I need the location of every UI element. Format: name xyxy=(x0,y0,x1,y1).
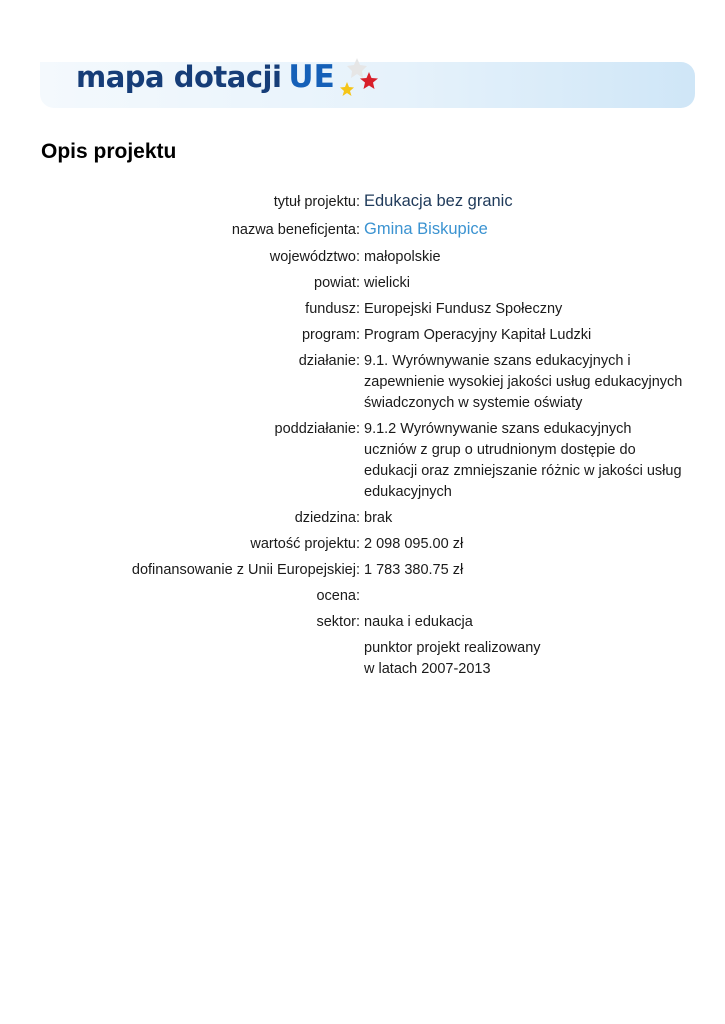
detail-row-eu-funding xyxy=(0,560,725,581)
beneficiary-link[interactable]: Gmina Biskupice xyxy=(364,220,488,238)
program-label: program: xyxy=(301,327,360,343)
field-label: dziedzina: xyxy=(294,510,360,526)
title-value: Edukacja bez granic xyxy=(364,192,513,210)
action-value: 9.1. Wyrównywanie szans edukacyjnych i zapewnienie wysokiej jakości usług edukacyjnych świadczonych w systemie oświaty xyxy=(364,353,683,411)
detail-row-program xyxy=(0,325,725,346)
fund-label: fundusz: xyxy=(305,301,360,317)
detail-row-subaction xyxy=(0,419,725,503)
rating-label: ocena: xyxy=(316,588,360,604)
beneficiary-label: nazwa beneficjenta: xyxy=(231,222,360,238)
detail-row-county xyxy=(0,273,725,294)
eu-funding-amount: 1 783 380.75 zł xyxy=(364,562,464,578)
detail-row-rating xyxy=(0,586,725,607)
detail-row-action xyxy=(0,351,725,414)
page-title: Opis projektu xyxy=(41,140,177,163)
white-star-icon xyxy=(347,58,367,78)
logo-ue: UE xyxy=(288,59,335,95)
voivodeship-value: małopolskie xyxy=(364,249,441,265)
site-logo[interactable] xyxy=(76,52,381,102)
yellow-star-icon xyxy=(340,82,354,96)
detail-row-beneficiary xyxy=(0,219,725,241)
title-label: tytuł projektu: xyxy=(273,194,360,210)
detail-row-period xyxy=(0,638,725,680)
logo-text: mapa dotacji xyxy=(76,60,282,94)
detail-row-fund xyxy=(0,299,725,320)
red-star-icon xyxy=(360,72,378,89)
voivodeship-label: województwo: xyxy=(269,249,360,265)
county-value: wielicki xyxy=(364,275,410,291)
detail-row-project-value xyxy=(0,534,725,555)
eu-funding-label: dofinansowanie z Unii Europejskiej: xyxy=(131,562,360,578)
action-label: działanie: xyxy=(298,353,360,369)
subaction-label: poddziałanie: xyxy=(274,421,360,437)
detail-row-voivodeship xyxy=(0,247,725,268)
sector-label: sektor: xyxy=(316,614,360,630)
project-value-label: wartość projektu: xyxy=(250,536,360,552)
detail-row-field xyxy=(0,508,725,529)
period-note: punktor projekt realizowany w latach 2007-2013 xyxy=(364,640,541,677)
sector-value: nauka i edukacja xyxy=(364,614,473,630)
project-value-amount: 2 098 095.00 zł xyxy=(364,536,464,552)
county-label: powiat: xyxy=(314,275,360,291)
logo-stars-icon xyxy=(331,52,381,102)
detail-row-title xyxy=(0,191,725,213)
field-value: brak xyxy=(364,510,393,526)
program-value: Program Operacyjny Kapitał Ludzki xyxy=(364,327,592,343)
detail-row-sector xyxy=(0,612,725,633)
fund-value: Europejski Fundusz Społeczny xyxy=(364,301,563,317)
subaction-value: 9.1.2 Wyrównywanie szans edukacyjnych uczniów z grup o utrudnionym dostępie do edukacji oraz zmniejszanie różnic w jakości usług edukacyjnych xyxy=(364,421,682,500)
project-details xyxy=(0,191,725,680)
